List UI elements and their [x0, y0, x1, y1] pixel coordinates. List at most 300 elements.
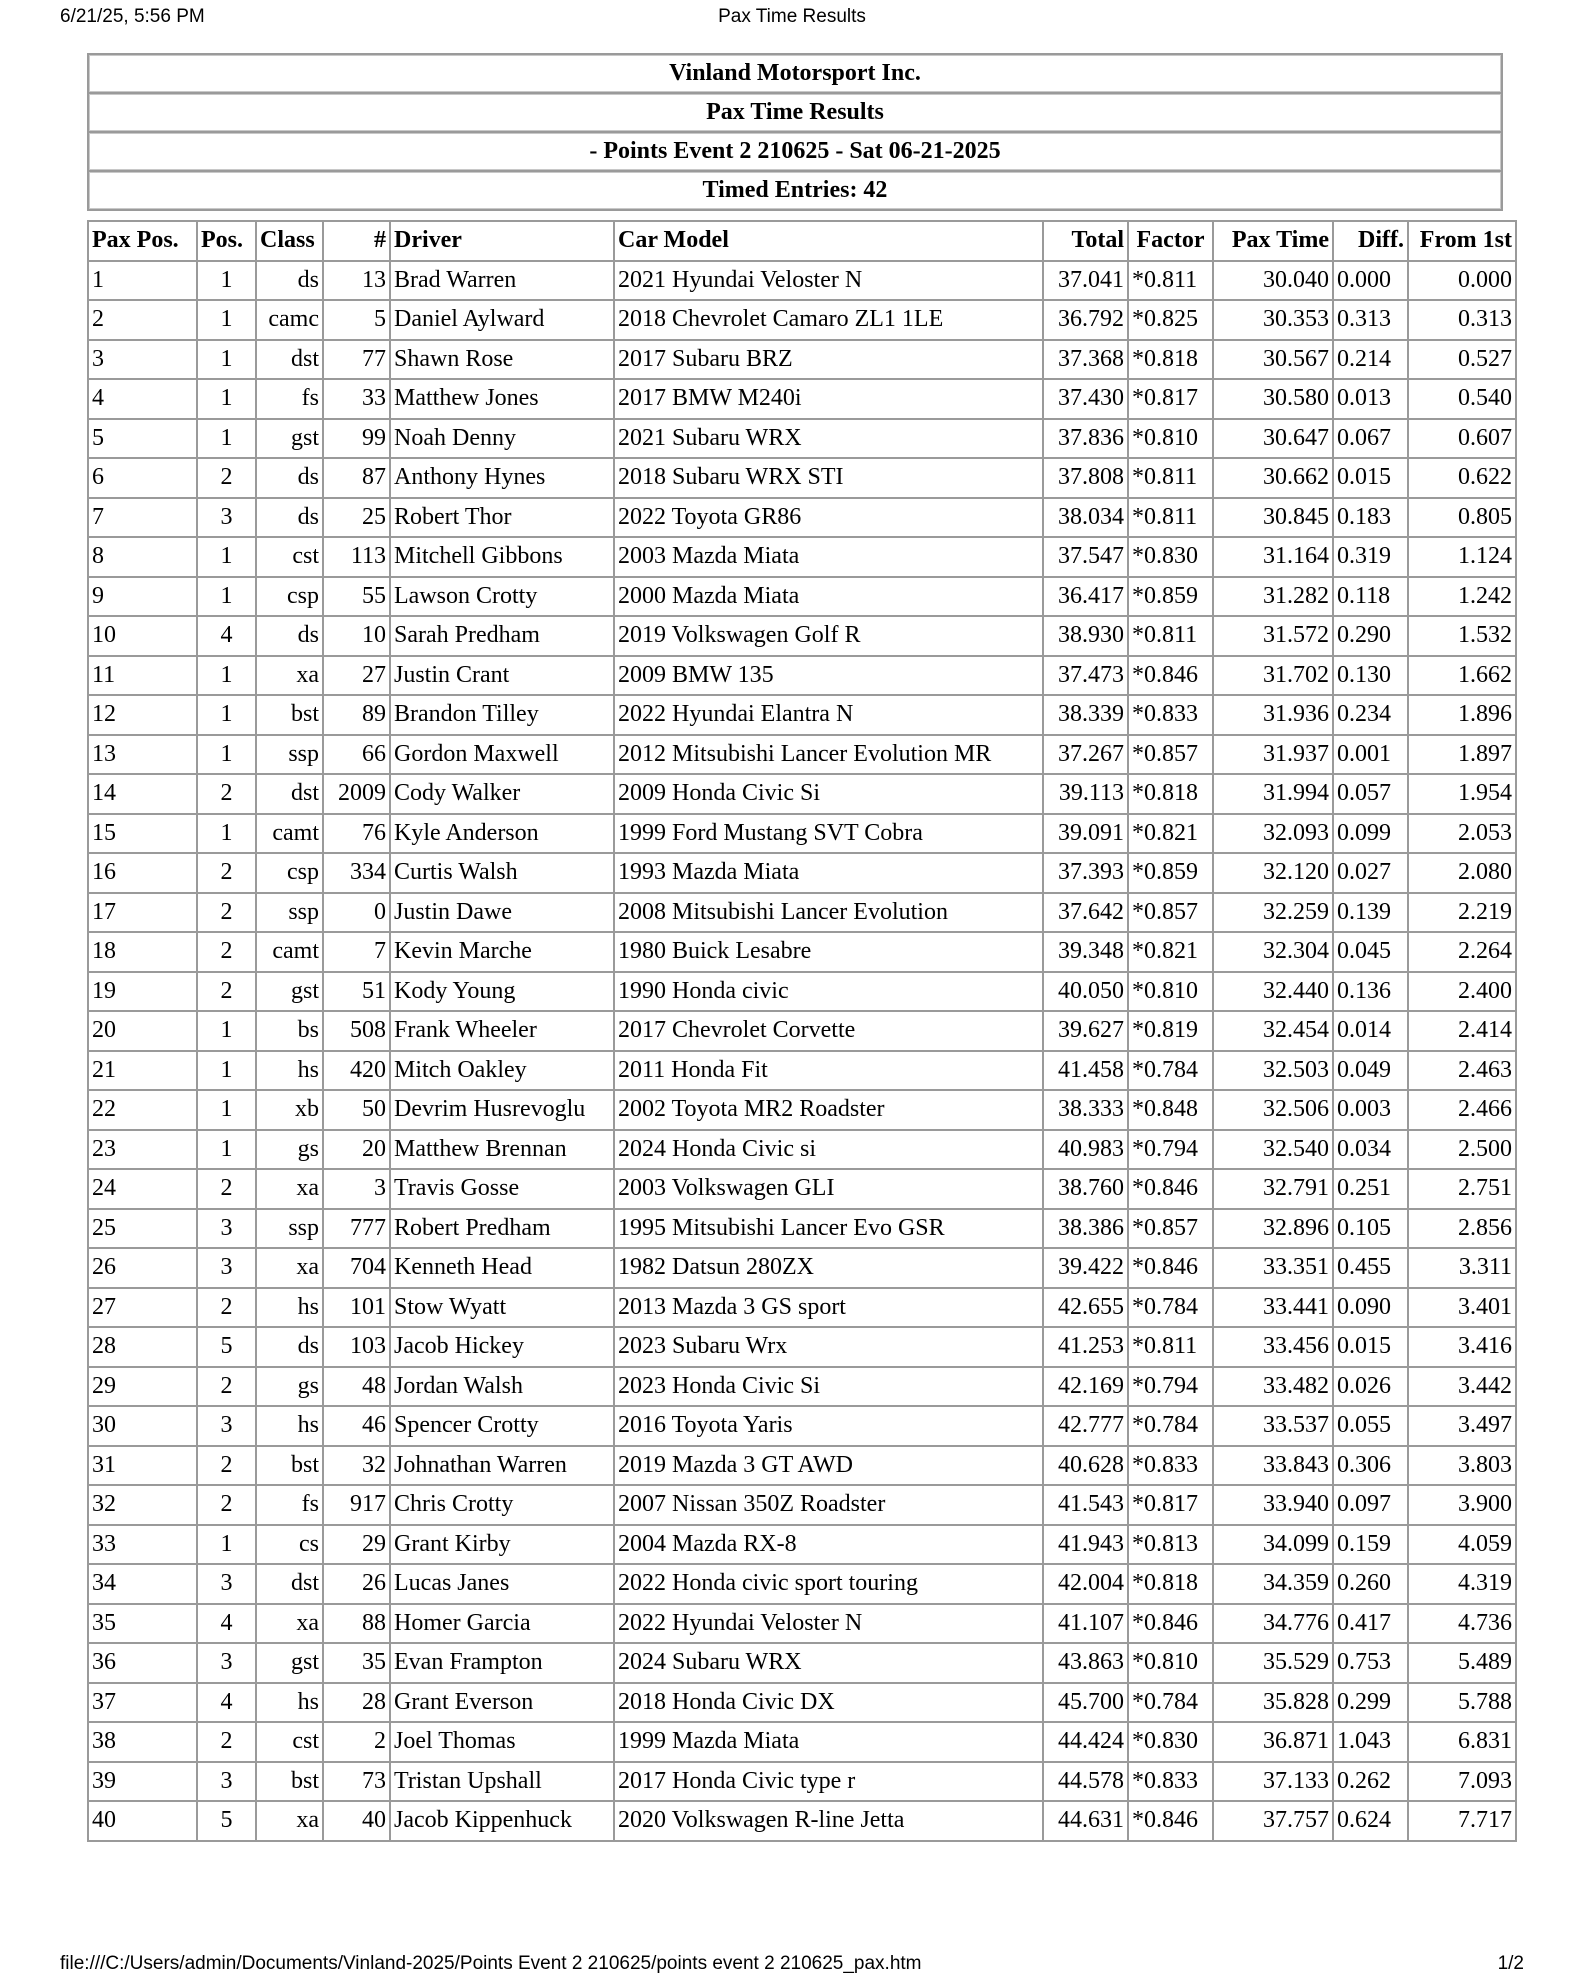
cell-class: bst: [256, 1446, 323, 1486]
cell-pax-time: 33.537: [1213, 1406, 1333, 1446]
cell-number: 5: [323, 300, 390, 340]
cell-pos: 1: [197, 340, 256, 380]
cell-class: xa: [256, 1169, 323, 1209]
cell-diff: 0.015: [1333, 1327, 1408, 1367]
cell-pos: 3: [197, 1564, 256, 1604]
cell-driver: Frank Wheeler: [390, 1011, 614, 1051]
cell-class: xa: [256, 1604, 323, 1644]
cell-car-model: 2008 Mitsubishi Lancer Evolution: [614, 893, 1043, 933]
cell-pos: 3: [197, 1406, 256, 1446]
cell-pax-time: 31.572: [1213, 616, 1333, 656]
cell-car-model: 2019 Volkswagen Golf R: [614, 616, 1043, 656]
table-row: [88, 1683, 1516, 1723]
cell-number: 10: [323, 616, 390, 656]
cell-class: xa: [256, 1248, 323, 1288]
cell-number: 420: [323, 1051, 390, 1091]
cell-from-1st: 2.400: [1408, 972, 1516, 1012]
cell-factor: *0.859: [1128, 853, 1213, 893]
cell-pax-pos: 25: [88, 1209, 197, 1249]
cell-factor: *0.833: [1128, 695, 1213, 735]
cell-number: 29: [323, 1525, 390, 1565]
cell-pax-pos: 29: [88, 1367, 197, 1407]
cell-pax-time: 37.757: [1213, 1801, 1333, 1841]
cell-car-model: 2004 Mazda RX-8: [614, 1525, 1043, 1565]
cell-pos: 1: [197, 261, 256, 301]
table-row: [88, 1525, 1516, 1565]
cell-from-1st: 2.500: [1408, 1130, 1516, 1170]
cell-class: camc: [256, 300, 323, 340]
cell-pax-pos: 30: [88, 1406, 197, 1446]
cell-factor: *0.821: [1128, 814, 1213, 854]
cell-from-1st: 0.540: [1408, 379, 1516, 419]
cell-number: 0: [323, 893, 390, 933]
cell-diff: 0.290: [1333, 616, 1408, 656]
cell-driver: Grant Kirby: [390, 1525, 614, 1565]
table-row: [88, 1051, 1516, 1091]
cell-driver: Kyle Anderson: [390, 814, 614, 854]
cell-pos: 2: [197, 853, 256, 893]
table-row: [88, 774, 1516, 814]
cell-car-model: 1980 Buick Lesabre: [614, 932, 1043, 972]
cell-number: 40: [323, 1801, 390, 1841]
cell-number: 32: [323, 1446, 390, 1486]
table-row: [88, 379, 1516, 419]
cell-diff: 0.455: [1333, 1248, 1408, 1288]
cell-car-model: 2024 Subaru WRX: [614, 1643, 1043, 1683]
cell-driver: Evan Frampton: [390, 1643, 614, 1683]
cell-pax-time: 33.482: [1213, 1367, 1333, 1407]
cell-diff: 0.313: [1333, 300, 1408, 340]
cell-diff: 0.000: [1333, 261, 1408, 301]
cell-diff: 0.214: [1333, 340, 1408, 380]
cell-from-1st: 3.311: [1408, 1248, 1516, 1288]
cell-from-1st: 0.313: [1408, 300, 1516, 340]
cell-total: 39.422: [1043, 1248, 1128, 1288]
cell-driver: Curtis Walsh: [390, 853, 614, 893]
cell-number: 87: [323, 458, 390, 498]
cell-driver: Cody Walker: [390, 774, 614, 814]
cell-diff: 0.159: [1333, 1525, 1408, 1565]
cell-driver: Johnathan Warren: [390, 1446, 614, 1486]
cell-total: 37.393: [1043, 853, 1128, 893]
table-row: [88, 1446, 1516, 1486]
cell-car-model: 2009 Honda Civic Si: [614, 774, 1043, 814]
cell-diff: 0.057: [1333, 774, 1408, 814]
cell-pos: 4: [197, 616, 256, 656]
cell-class: ds: [256, 498, 323, 538]
cell-pax-time: 30.567: [1213, 340, 1333, 380]
cell-diff: 0.130: [1333, 656, 1408, 696]
cell-driver: Spencer Crotty: [390, 1406, 614, 1446]
cell-car-model: 1995 Mitsubishi Lancer Evo GSR: [614, 1209, 1043, 1249]
cell-pos: 1: [197, 1130, 256, 1170]
cell-car-model: 2016 Toyota Yaris: [614, 1406, 1043, 1446]
cell-class: cst: [256, 537, 323, 577]
cell-pax-pos: 2: [88, 300, 197, 340]
table-row: [88, 1367, 1516, 1407]
cell-class: ssp: [256, 1209, 323, 1249]
cell-driver: Homer Garcia: [390, 1604, 614, 1644]
cell-class: ssp: [256, 735, 323, 775]
cell-number: 777: [323, 1209, 390, 1249]
cell-car-model: 2020 Volkswagen R-line Jetta: [614, 1801, 1043, 1841]
cell-from-1st: 1.954: [1408, 774, 1516, 814]
cell-pax-time: 31.702: [1213, 656, 1333, 696]
cell-pos: 2: [197, 458, 256, 498]
cell-from-1st: 4.059: [1408, 1525, 1516, 1565]
cell-from-1st: 3.497: [1408, 1406, 1516, 1446]
cell-total: 42.777: [1043, 1406, 1128, 1446]
table-row: [88, 1209, 1516, 1249]
cell-pax-pos: 18: [88, 932, 197, 972]
cell-pax-time: 34.776: [1213, 1604, 1333, 1644]
cell-pax-time: 33.351: [1213, 1248, 1333, 1288]
print-page-number: 1/2: [1497, 1953, 1524, 1974]
cell-pax-time: 32.791: [1213, 1169, 1333, 1209]
cell-total: 39.348: [1043, 932, 1128, 972]
table-row: [88, 1722, 1516, 1762]
cell-pax-time: 31.164: [1213, 537, 1333, 577]
cell-total: 37.836: [1043, 419, 1128, 459]
cell-factor: *0.811: [1128, 458, 1213, 498]
cell-total: 42.004: [1043, 1564, 1128, 1604]
cell-pos: 2: [197, 1485, 256, 1525]
cell-number: 20: [323, 1130, 390, 1170]
cell-pax-time: 32.896: [1213, 1209, 1333, 1249]
cell-diff: 0.013: [1333, 379, 1408, 419]
cell-class: gst: [256, 419, 323, 459]
cell-pos: 1: [197, 300, 256, 340]
cell-class: bst: [256, 695, 323, 735]
cell-car-model: 1999 Mazda Miata: [614, 1722, 1043, 1762]
cell-total: 41.543: [1043, 1485, 1128, 1525]
results-body: [88, 261, 1516, 1841]
cell-pax-time: 33.456: [1213, 1327, 1333, 1367]
col-header-driver: Driver: [390, 221, 614, 261]
cell-pax-time: 30.662: [1213, 458, 1333, 498]
cell-diff: 0.001: [1333, 735, 1408, 775]
cell-pax-pos: 33: [88, 1525, 197, 1565]
report-title: Pax Time Results: [88, 93, 1502, 132]
cell-number: 76: [323, 814, 390, 854]
cell-car-model: 2024 Honda Civic si: [614, 1130, 1043, 1170]
cell-number: 3: [323, 1169, 390, 1209]
cell-number: 28: [323, 1683, 390, 1723]
cell-pax-time: 32.259: [1213, 893, 1333, 933]
cell-diff: 0.319: [1333, 537, 1408, 577]
cell-driver: Daniel Aylward: [390, 300, 614, 340]
cell-pax-time: 31.994: [1213, 774, 1333, 814]
cell-class: cs: [256, 1525, 323, 1565]
cell-pax-time: 30.580: [1213, 379, 1333, 419]
cell-from-1st: 1.897: [1408, 735, 1516, 775]
cell-factor: *0.830: [1128, 1722, 1213, 1762]
cell-diff: 0.299: [1333, 1683, 1408, 1723]
cell-factor: *0.846: [1128, 1604, 1213, 1644]
print-datetime: 6/21/25, 5:56 PM: [60, 6, 205, 27]
cell-pax-pos: 10: [88, 616, 197, 656]
cell-factor: *0.784: [1128, 1683, 1213, 1723]
table-row: [88, 1801, 1516, 1841]
cell-pax-time: 30.353: [1213, 300, 1333, 340]
cell-diff: 0.015: [1333, 458, 1408, 498]
cell-total: 40.050: [1043, 972, 1128, 1012]
cell-pos: 1: [197, 577, 256, 617]
cell-class: ds: [256, 1327, 323, 1367]
cell-number: 334: [323, 853, 390, 893]
cell-number: 113: [323, 537, 390, 577]
cell-class: gs: [256, 1367, 323, 1407]
table-row: [88, 1169, 1516, 1209]
cell-pos: 3: [197, 498, 256, 538]
cell-pax-pos: 27: [88, 1288, 197, 1328]
cell-driver: Matthew Brennan: [390, 1130, 614, 1170]
cell-diff: 0.014: [1333, 1011, 1408, 1051]
cell-total: 39.627: [1043, 1011, 1128, 1051]
table-row: [88, 1248, 1516, 1288]
cell-class: xa: [256, 1801, 323, 1841]
cell-pax-time: 32.503: [1213, 1051, 1333, 1091]
cell-car-model: 2018 Chevrolet Camaro ZL1 1LE: [614, 300, 1043, 340]
cell-driver: Robert Predham: [390, 1209, 614, 1249]
cell-pax-pos: 15: [88, 814, 197, 854]
cell-pax-pos: 34: [88, 1564, 197, 1604]
cell-pos: 5: [197, 1801, 256, 1841]
cell-car-model: 2017 Subaru BRZ: [614, 340, 1043, 380]
cell-factor: *0.846: [1128, 1169, 1213, 1209]
cell-pax-pos: 14: [88, 774, 197, 814]
cell-total: 36.792: [1043, 300, 1128, 340]
cell-total: 37.267: [1043, 735, 1128, 775]
cell-diff: 0.034: [1333, 1130, 1408, 1170]
cell-diff: 0.136: [1333, 972, 1408, 1012]
cell-total: 40.983: [1043, 1130, 1128, 1170]
cell-pax-pos: 31: [88, 1446, 197, 1486]
cell-diff: 0.251: [1333, 1169, 1408, 1209]
cell-total: 36.417: [1043, 577, 1128, 617]
cell-pos: 2: [197, 1722, 256, 1762]
cell-number: 55: [323, 577, 390, 617]
cell-number: 73: [323, 1762, 390, 1802]
col-header-diff: Diff.: [1333, 221, 1408, 261]
cell-driver: Shawn Rose: [390, 340, 614, 380]
cell-pos: 1: [197, 656, 256, 696]
cell-total: 38.034: [1043, 498, 1128, 538]
cell-total: 38.386: [1043, 1209, 1128, 1249]
cell-driver: Noah Denny: [390, 419, 614, 459]
cell-number: 7: [323, 932, 390, 972]
cell-car-model: 2023 Subaru Wrx: [614, 1327, 1043, 1367]
cell-car-model: 2013 Mazda 3 GS sport: [614, 1288, 1043, 1328]
cell-number: 13: [323, 261, 390, 301]
print-file-path: file:///C:/Users/admin/Documents/Vinland-2025/Points Event 2 210625/points event 2 210625_pax.htm: [60, 1953, 922, 1974]
cell-pax-pos: 20: [88, 1011, 197, 1051]
col-header-total: Total: [1043, 221, 1128, 261]
cell-total: 44.631: [1043, 1801, 1128, 1841]
cell-diff: 0.262: [1333, 1762, 1408, 1802]
table-row: [88, 1604, 1516, 1644]
cell-diff: 0.183: [1333, 498, 1408, 538]
cell-pax-pos: 12: [88, 695, 197, 735]
cell-from-1st: 5.489: [1408, 1643, 1516, 1683]
cell-factor: *0.811: [1128, 1327, 1213, 1367]
cell-pos: 5: [197, 1327, 256, 1367]
cell-pax-time: 32.120: [1213, 853, 1333, 893]
cell-number: 25: [323, 498, 390, 538]
col-header-pax-pos: Pax Pos.: [88, 221, 197, 261]
cell-diff: 0.055: [1333, 1406, 1408, 1446]
cell-factor: *0.830: [1128, 537, 1213, 577]
table-row: [88, 1090, 1516, 1130]
cell-total: 38.930: [1043, 616, 1128, 656]
cell-pos: 2: [197, 893, 256, 933]
cell-pax-time: 32.304: [1213, 932, 1333, 972]
cell-class: ds: [256, 616, 323, 656]
cell-pax-pos: 6: [88, 458, 197, 498]
cell-car-model: 2017 Honda Civic type r: [614, 1762, 1043, 1802]
cell-from-1st: 0.622: [1408, 458, 1516, 498]
cell-car-model: 2009 BMW 135: [614, 656, 1043, 696]
cell-factor: *0.846: [1128, 1248, 1213, 1288]
cell-driver: Matthew Jones: [390, 379, 614, 419]
cell-from-1st: 4.319: [1408, 1564, 1516, 1604]
cell-diff: 0.049: [1333, 1051, 1408, 1091]
cell-pax-pos: 24: [88, 1169, 197, 1209]
timed-entries: Timed Entries: 42: [88, 171, 1502, 210]
event-title: - Points Event 2 210625 - Sat 06-21-2025: [88, 132, 1502, 171]
cell-driver: Travis Gosse: [390, 1169, 614, 1209]
cell-pos: 1: [197, 1525, 256, 1565]
cell-pos: 4: [197, 1683, 256, 1723]
cell-pos: 2: [197, 972, 256, 1012]
cell-class: hs: [256, 1683, 323, 1723]
print-header: [0, 6, 1584, 30]
cell-factor: *0.848: [1128, 1090, 1213, 1130]
cell-total: 42.655: [1043, 1288, 1128, 1328]
table-row: [88, 537, 1516, 577]
cell-class: ds: [256, 261, 323, 301]
cell-pax-pos: 36: [88, 1643, 197, 1683]
cell-factor: *0.784: [1128, 1288, 1213, 1328]
cell-diff: 0.118: [1333, 577, 1408, 617]
cell-diff: 0.105: [1333, 1209, 1408, 1249]
cell-diff: 0.260: [1333, 1564, 1408, 1604]
cell-pax-time: 33.843: [1213, 1446, 1333, 1486]
table-row: [88, 972, 1516, 1012]
cell-number: 917: [323, 1485, 390, 1525]
cell-from-1st: 2.080: [1408, 853, 1516, 893]
cell-driver: Gordon Maxwell: [390, 735, 614, 775]
cell-factor: *0.819: [1128, 1011, 1213, 1051]
cell-car-model: 2022 Hyundai Veloster N: [614, 1604, 1043, 1644]
cell-driver: Lawson Crotty: [390, 577, 614, 617]
cell-pos: 1: [197, 735, 256, 775]
cell-factor: *0.857: [1128, 1209, 1213, 1249]
cell-number: 101: [323, 1288, 390, 1328]
cell-class: dst: [256, 340, 323, 380]
cell-from-1st: 4.736: [1408, 1604, 1516, 1644]
cell-class: hs: [256, 1406, 323, 1446]
table-row: [88, 1485, 1516, 1525]
cell-total: 39.113: [1043, 774, 1128, 814]
cell-class: hs: [256, 1051, 323, 1091]
cell-diff: 0.027: [1333, 853, 1408, 893]
cell-pax-time: 32.093: [1213, 814, 1333, 854]
col-header-number: #: [323, 221, 390, 261]
cell-from-1st: 3.401: [1408, 1288, 1516, 1328]
cell-from-1st: 1.896: [1408, 695, 1516, 735]
cell-car-model: 2011 Honda Fit: [614, 1051, 1043, 1091]
cell-driver: Jacob Kippenhuck: [390, 1801, 614, 1841]
cell-from-1st: 0.805: [1408, 498, 1516, 538]
cell-car-model: 2003 Mazda Miata: [614, 537, 1043, 577]
cell-factor: *0.818: [1128, 1564, 1213, 1604]
cell-driver: Anthony Hynes: [390, 458, 614, 498]
cell-from-1st: 3.900: [1408, 1485, 1516, 1525]
cell-diff: 0.139: [1333, 893, 1408, 933]
table-row: [88, 300, 1516, 340]
cell-pax-time: 32.440: [1213, 972, 1333, 1012]
cell-pax-pos: 1: [88, 261, 197, 301]
cell-total: 41.107: [1043, 1604, 1128, 1644]
cell-car-model: 2018 Subaru WRX STI: [614, 458, 1043, 498]
cell-class: bst: [256, 1762, 323, 1802]
cell-car-model: 2022 Hyundai Elantra N: [614, 695, 1043, 735]
cell-total: 37.547: [1043, 537, 1128, 577]
cell-diff: 0.306: [1333, 1446, 1408, 1486]
cell-class: fs: [256, 379, 323, 419]
cell-class: dst: [256, 774, 323, 814]
cell-pax-time: 37.133: [1213, 1762, 1333, 1802]
cell-diff: 0.003: [1333, 1090, 1408, 1130]
table-row: [88, 340, 1516, 380]
cell-from-1st: 7.717: [1408, 1801, 1516, 1841]
cell-number: 27: [323, 656, 390, 696]
cell-factor: *0.833: [1128, 1446, 1213, 1486]
cell-factor: *0.846: [1128, 1801, 1213, 1841]
cell-pax-time: 32.506: [1213, 1090, 1333, 1130]
table-row: [88, 853, 1516, 893]
report-title-block: [87, 53, 1503, 211]
cell-factor: *0.794: [1128, 1130, 1213, 1170]
cell-from-1st: 3.442: [1408, 1367, 1516, 1407]
cell-total: 39.091: [1043, 814, 1128, 854]
cell-pax-pos: 39: [88, 1762, 197, 1802]
org-title: Vinland Motorsport Inc.: [88, 54, 1502, 93]
cell-pos: 1: [197, 419, 256, 459]
cell-pos: 1: [197, 1011, 256, 1051]
table-row: [88, 458, 1516, 498]
cell-from-1st: 5.788: [1408, 1683, 1516, 1723]
cell-number: 48: [323, 1367, 390, 1407]
cell-pax-pos: 26: [88, 1248, 197, 1288]
cell-car-model: 2012 Mitsubishi Lancer Evolution MR: [614, 735, 1043, 775]
table-row: [88, 1327, 1516, 1367]
cell-diff: 0.097: [1333, 1485, 1408, 1525]
cell-driver: Mitchell Gibbons: [390, 537, 614, 577]
cell-factor: *0.813: [1128, 1525, 1213, 1565]
cell-pax-pos: 9: [88, 577, 197, 617]
cell-pos: 1: [197, 695, 256, 735]
table-row: [88, 498, 1516, 538]
cell-class: camt: [256, 814, 323, 854]
cell-car-model: 2023 Honda Civic Si: [614, 1367, 1043, 1407]
cell-driver: Justin Dawe: [390, 893, 614, 933]
cell-from-1st: 2.219: [1408, 893, 1516, 933]
cell-from-1st: 2.264: [1408, 932, 1516, 972]
cell-pax-time: 35.828: [1213, 1683, 1333, 1723]
cell-pax-time: 30.845: [1213, 498, 1333, 538]
